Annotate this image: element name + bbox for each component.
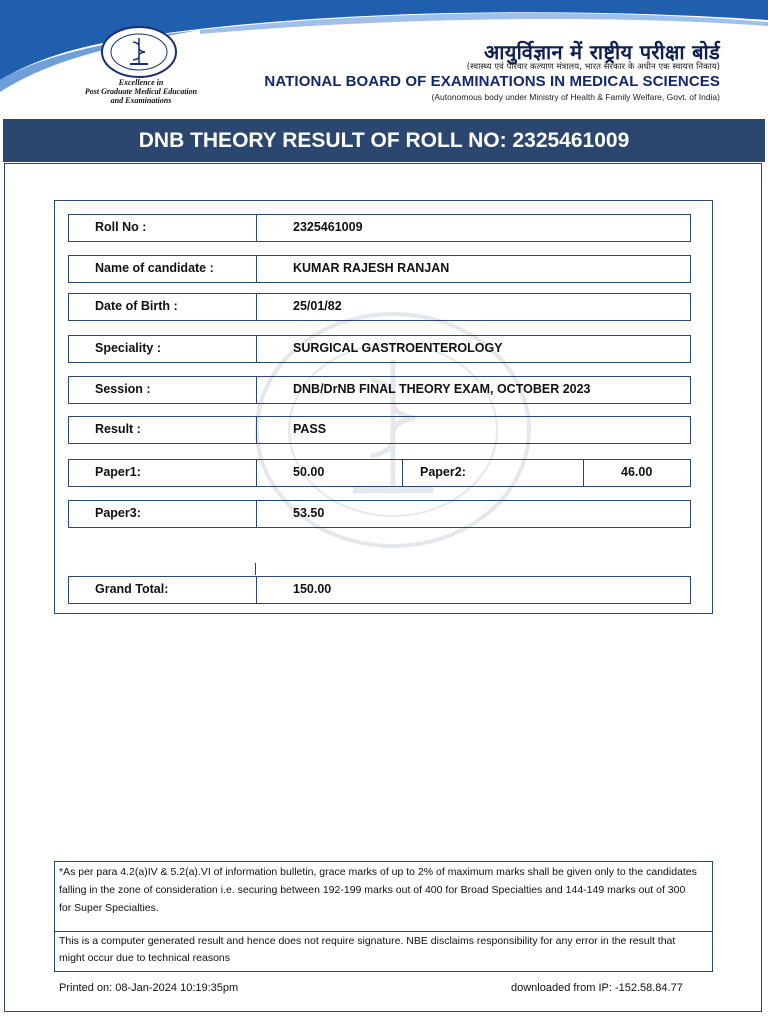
dob-label: Date of Birth :	[95, 299, 178, 313]
grand-total-row	[68, 576, 691, 604]
dob-value: 25/01/82	[293, 299, 342, 313]
hindi-title: आयुर्विज्ञान में राष्ट्रीय परीक्षा बोर्ड	[483, 40, 720, 64]
roll-label: Roll No :	[95, 220, 147, 234]
grand-total-label: Grand Total:	[95, 582, 169, 596]
tagline: Excellence in Post Graduate Medical Education and Examinations	[84, 78, 198, 105]
nbe-logo	[100, 26, 178, 78]
result-value: PASS	[293, 422, 327, 436]
page-title: DNB THEORY RESULT OF ROLL NO: 2325461009	[3, 119, 765, 162]
result-row	[68, 416, 691, 444]
result-label: Result :	[95, 422, 141, 436]
english-title: NATIONAL BOARD OF EXAMINATIONS IN MEDICAL SCIENCES	[264, 73, 720, 90]
paper3-label: Paper3:	[95, 506, 141, 520]
paper3-value: 53.50	[293, 506, 325, 520]
session-label: Session :	[95, 382, 151, 396]
grand-total-value: 150.00	[293, 582, 332, 596]
name-label: Name of candidate :	[95, 261, 214, 275]
speciality-value: SURGICAL GASTROENTEROLOGY	[293, 341, 503, 355]
paper1-paper2-row	[68, 459, 691, 487]
roll-value: 2325461009	[293, 220, 363, 234]
roll-row	[68, 214, 691, 242]
dob-row	[68, 293, 691, 321]
paper3-row	[68, 500, 691, 528]
paper1-value: 50.00	[293, 465, 325, 479]
paper1-label: Paper1:	[95, 465, 141, 479]
hindi-subtitle: (स्वास्थ्य एवं परिवार कल्याण मंत्रालय, भारत सरकार के अधीन एक स्वायत्त निकाय)	[466, 62, 720, 72]
downloaded-from-ip: downloaded from IP: -152.58.84.77	[511, 982, 683, 994]
printed-on: Printed on: 08-Jan-2024 10:19:35pm	[59, 982, 239, 994]
speciality-row	[68, 335, 691, 363]
english-subtitle: (Autonomous body under Ministry of Health & Family Welfare, Govt. of India)	[431, 92, 720, 102]
divider-tick	[255, 563, 256, 575]
notes-panel	[54, 861, 713, 972]
session-value: DNB/DrNB FINAL THEORY EXAM, OCTOBER 2023	[293, 382, 591, 396]
paper2-label: Paper2:	[420, 465, 466, 479]
paper2-value: 46.00	[621, 465, 653, 479]
grace-marks-note: *As per para 4.2(a)IV & 5.2(a).VI of information bulletin, grace marks of up to 2% of maximum marks shall be given only to the candidates falling in the zone of consideration i.e. securing between 192-199 marks out of 400 for Broad Specialties and 144-149 marks out of 300 for Super Specialties.	[59, 866, 697, 914]
page-header	[0, 0, 768, 110]
disclaimer-note: This is a computer generated result and hence does not require signature. NBE disclaims responsibility for any error in the result that might occur due to technical reasons	[59, 935, 676, 964]
session-row	[68, 376, 691, 404]
speciality-label: Speciality :	[95, 341, 161, 355]
name-row	[68, 255, 691, 283]
name-value: KUMAR RAJESH RANJAN	[293, 261, 450, 275]
